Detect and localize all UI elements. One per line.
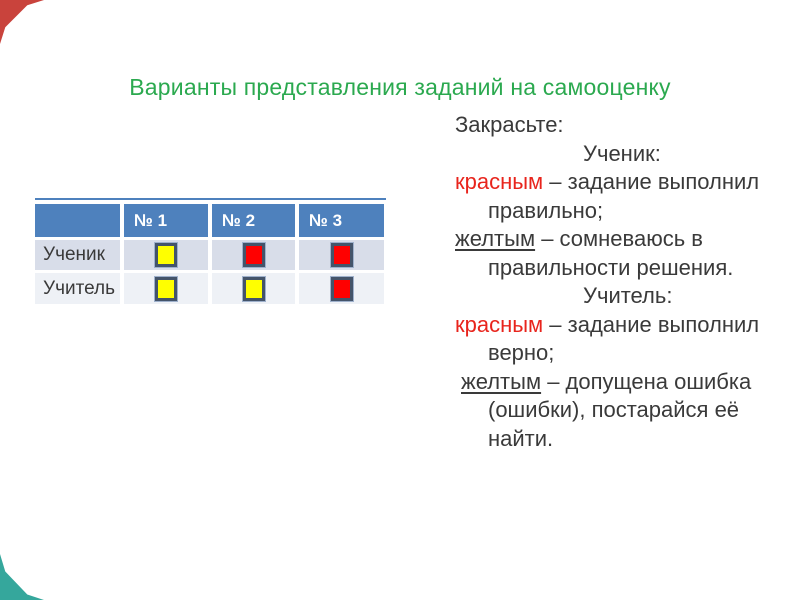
legend-line-10: [461, 368, 785, 397]
corner-ornament-bottom-left-icon: [0, 554, 44, 600]
table-top-border: [35, 198, 386, 200]
table-cell-r1-c3: [299, 240, 384, 270]
corner-ornament-top-left-icon: [0, 0, 44, 44]
table-cell-r1-c2: [212, 240, 295, 270]
status-square-yellow: [155, 243, 177, 267]
legend-text: – допущена ошибка: [541, 368, 752, 394]
status-square-red: [243, 243, 265, 267]
color-word-yellow: желтым: [455, 226, 536, 251]
legend-text: найти.: [488, 425, 554, 451]
legend-line-11: [488, 396, 785, 425]
color-word-yellow: желтым: [461, 368, 542, 394]
table-header-col2: № 2: [212, 204, 295, 237]
status-square-red: [331, 243, 353, 267]
legend-text: – задание выполнил: [543, 311, 760, 337]
legend-line-4: [488, 197, 785, 226]
legend-text: Учитель:: [583, 283, 673, 308]
legend-text: (ошибки), постарайся её: [488, 397, 740, 422]
table-cell-r2-c2: [212, 273, 295, 304]
legend-text: Закрасьте:: [455, 112, 564, 137]
table-header-empty: [35, 204, 120, 237]
table-header-col3: № 3: [299, 204, 384, 237]
status-square-red: [331, 277, 353, 301]
legend-text-block: [455, 111, 785, 453]
task-table: [35, 204, 384, 304]
legend-text: правильности решения.: [488, 254, 734, 280]
status-square-yellow: [155, 277, 177, 301]
legend-text: правильно;: [488, 197, 604, 223]
legend-line-8: [455, 311, 785, 340]
legend-text: Ученик:: [583, 140, 661, 166]
legend-text: верно;: [488, 340, 555, 365]
color-word-red: красным: [455, 311, 544, 337]
legend-line-6: [488, 254, 785, 283]
row-label-1: Ученик: [35, 240, 120, 270]
legend-text: – задание выполнил: [543, 169, 760, 194]
legend-line-5: [455, 225, 785, 254]
legend-text: – сомневаюсь в: [535, 226, 703, 251]
legend-line-1: [455, 111, 785, 140]
color-word-red: красным: [455, 169, 544, 194]
status-square-yellow: [243, 277, 265, 301]
legend-line-2: [583, 140, 785, 169]
table-cell-r2-c1: [124, 273, 208, 304]
legend-line-3: [455, 168, 785, 197]
row-label-2: Учитель: [35, 273, 120, 304]
legend-line-9: [488, 339, 785, 368]
table-cell-r1-c1: [124, 240, 208, 270]
page-title: Варианты представления заданий на самооценку: [129, 74, 671, 100]
legend-line-12: [488, 425, 785, 454]
table-header-col1: № 1: [124, 204, 208, 237]
legend-line-7: [583, 282, 785, 311]
table-cell-r2-c3: [299, 273, 384, 304]
